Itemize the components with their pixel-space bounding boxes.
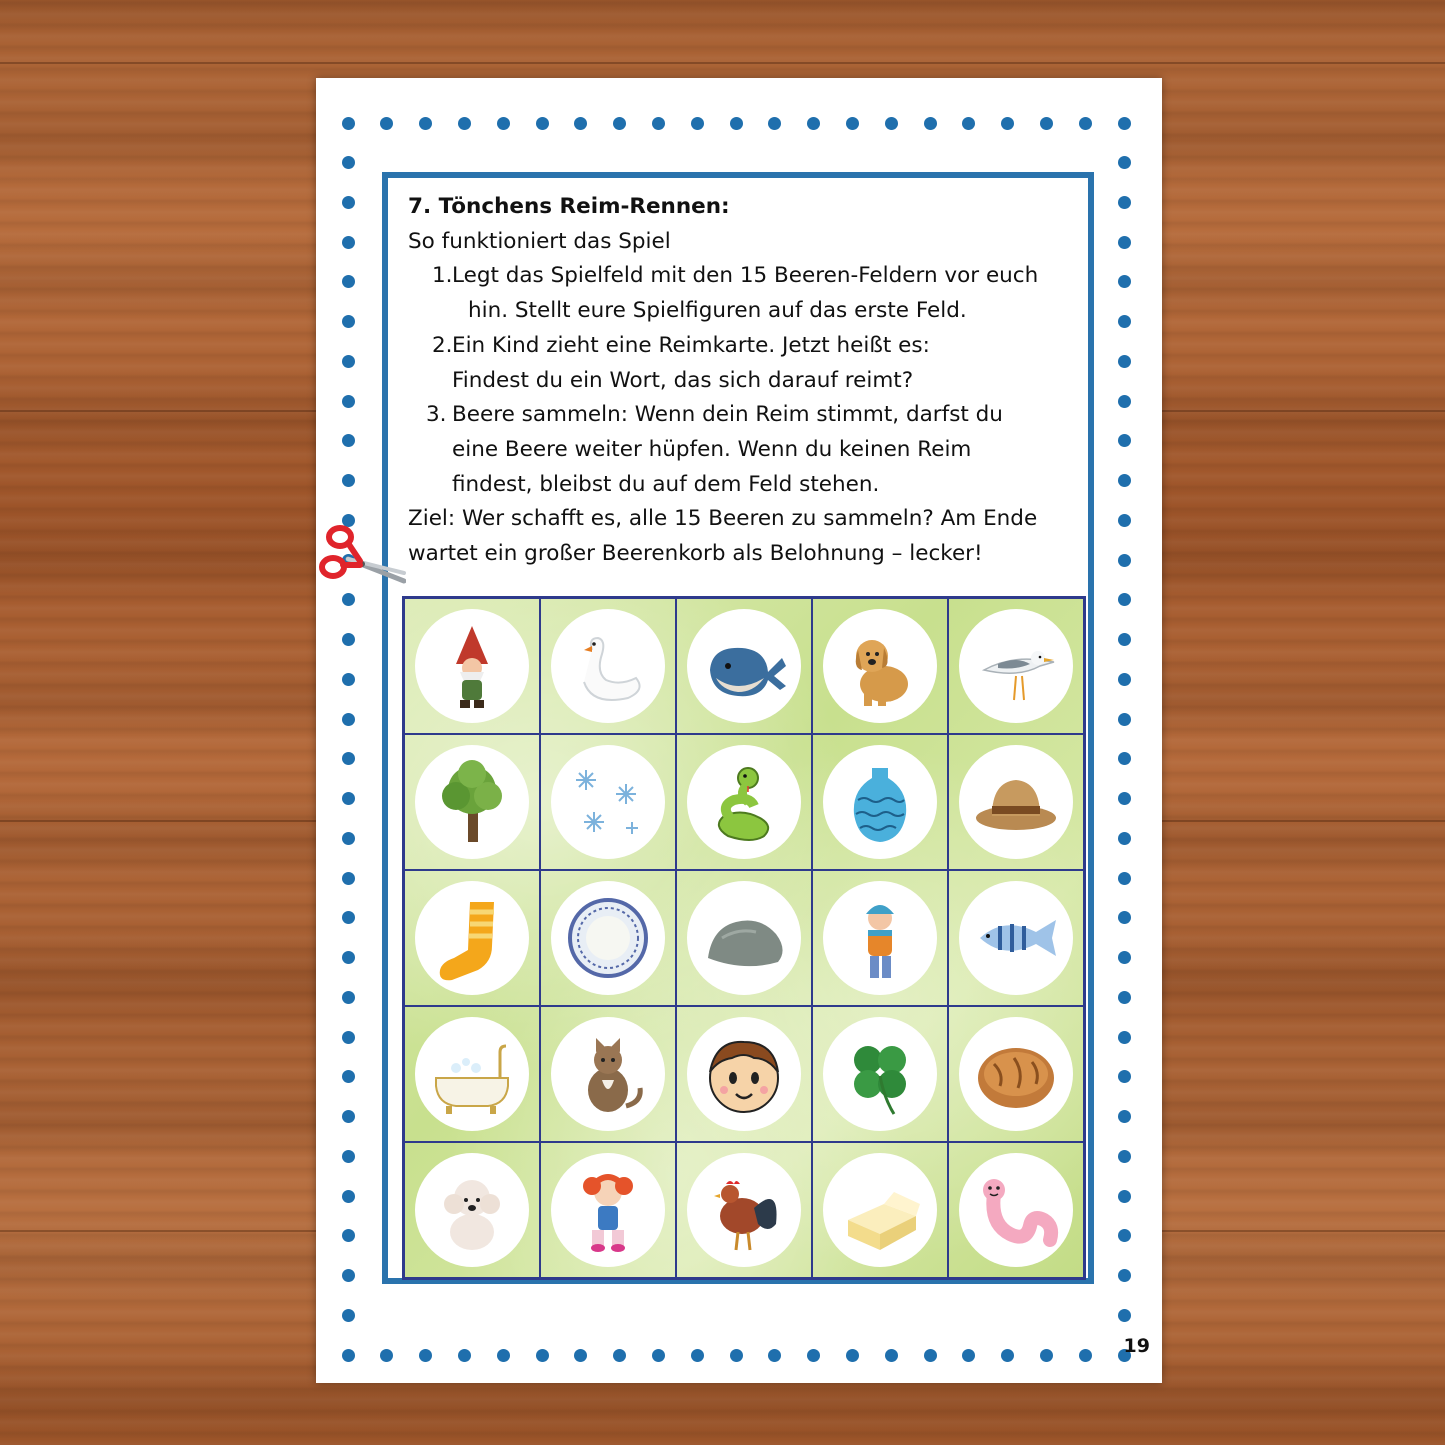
border-dot xyxy=(497,117,510,130)
border-dot xyxy=(342,951,355,964)
border-dot xyxy=(342,1031,355,1044)
board-cell xyxy=(404,734,540,870)
border-dot xyxy=(613,117,626,130)
border-dot xyxy=(342,1349,355,1362)
board-cell xyxy=(676,598,812,734)
board-cell xyxy=(404,598,540,734)
hat-icon xyxy=(970,756,1062,848)
border-dot xyxy=(574,1349,587,1362)
picture-card xyxy=(823,881,937,995)
board-cell xyxy=(812,598,948,734)
step-number: 1. xyxy=(432,263,453,289)
picture-card xyxy=(415,1017,529,1131)
board-cell xyxy=(540,870,676,1006)
border-dot xyxy=(1118,832,1131,845)
border-dot xyxy=(768,117,781,130)
border-dot xyxy=(1040,117,1053,130)
picture-card xyxy=(687,1153,801,1267)
border-dot xyxy=(342,1070,355,1083)
cat-icon xyxy=(562,1028,654,1120)
picture-card xyxy=(823,1017,937,1131)
step-line: Ein Kind zieht eine Reimkarte. Jetzt heißt es: xyxy=(452,332,930,358)
border-dot xyxy=(1118,1190,1131,1203)
border-dot xyxy=(342,156,355,169)
board-cell xyxy=(676,870,812,1006)
picture-card xyxy=(959,881,1073,995)
picture-card xyxy=(415,609,529,723)
border-dot xyxy=(1118,633,1131,646)
board-cell xyxy=(540,1142,676,1278)
board-cell xyxy=(812,734,948,870)
border-dot xyxy=(1118,1309,1131,1322)
dog-icon xyxy=(834,620,926,712)
boy-face-icon xyxy=(698,1028,790,1120)
board-cell xyxy=(404,1142,540,1278)
board-cell xyxy=(812,1006,948,1142)
picture-card xyxy=(687,881,801,995)
board-cell xyxy=(948,734,1084,870)
border-dot xyxy=(1001,1349,1014,1362)
border-dot xyxy=(652,117,665,130)
wood-grain xyxy=(0,62,1445,64)
border-dot xyxy=(574,117,587,130)
border-dot xyxy=(1118,275,1131,288)
border-dot xyxy=(342,633,355,646)
border-dot xyxy=(342,1110,355,1123)
step-line: findest, bleibst du auf dem Feld stehen. xyxy=(452,471,880,497)
border-dot xyxy=(1079,1349,1092,1362)
game-card-frame xyxy=(382,172,1094,1284)
border-dot xyxy=(342,911,355,924)
border-dot xyxy=(342,713,355,726)
border-dot xyxy=(1118,395,1131,408)
border-dot xyxy=(613,1349,626,1362)
border-dot xyxy=(1118,991,1131,1004)
step-line: eine Beere weiter hüpfen. Wenn du keinen Reim xyxy=(452,436,972,462)
border-dot xyxy=(1118,434,1131,447)
picture-card xyxy=(823,745,937,859)
border-dot xyxy=(1118,792,1131,805)
border-dot xyxy=(342,593,355,606)
seagull-icon xyxy=(970,620,1062,712)
step-line: hin. Stellt eure Spielfiguren auf das erste Feld. xyxy=(468,298,967,324)
board-cell xyxy=(948,870,1084,1006)
picture-card xyxy=(415,1153,529,1267)
game-board xyxy=(402,596,1086,1280)
border-dot xyxy=(652,1349,665,1362)
snowflakes-icon xyxy=(562,756,654,848)
border-dot xyxy=(342,196,355,209)
border-dot xyxy=(419,1349,432,1362)
picture-card xyxy=(959,1153,1073,1267)
bread-icon xyxy=(970,1028,1062,1120)
border-dot xyxy=(1118,872,1131,885)
border-dot xyxy=(807,117,820,130)
border-dot xyxy=(342,832,355,845)
board-cell xyxy=(812,1142,948,1278)
board-cell xyxy=(404,870,540,1006)
sock-icon xyxy=(426,892,518,984)
picture-card xyxy=(551,881,665,995)
picture-card xyxy=(959,1017,1073,1131)
border-dot xyxy=(342,117,355,130)
border-dot xyxy=(1118,474,1131,487)
border-dot xyxy=(1118,713,1131,726)
border-dot xyxy=(536,1349,549,1362)
border-dot xyxy=(458,117,471,130)
border-dot xyxy=(1001,117,1014,130)
border-dot xyxy=(342,236,355,249)
picture-card xyxy=(959,609,1073,723)
boy-winter-icon xyxy=(834,892,926,984)
border-dot xyxy=(342,355,355,368)
tree-icon xyxy=(426,756,518,848)
border-dot xyxy=(342,752,355,765)
border-dot xyxy=(924,117,937,130)
board-cell xyxy=(540,734,676,870)
board-cell xyxy=(948,1006,1084,1142)
snake-icon xyxy=(698,756,790,848)
border-dot xyxy=(1118,315,1131,328)
border-dot xyxy=(1118,752,1131,765)
intro-text: So funktioniert das Spiel xyxy=(408,228,671,254)
picture-card xyxy=(823,609,937,723)
board-cell xyxy=(676,1142,812,1278)
step-number: 2. xyxy=(432,332,453,358)
butter-icon xyxy=(834,1164,926,1256)
border-dot xyxy=(1118,236,1131,249)
border-dot xyxy=(730,1349,743,1362)
border-dot xyxy=(1118,1229,1131,1242)
worm-icon xyxy=(970,1164,1062,1256)
step-line: Beere sammeln: Wenn dein Reim stimmt, darfst du xyxy=(452,402,1003,428)
fish-icon xyxy=(970,892,1062,984)
border-dot xyxy=(1118,514,1131,527)
border-dot xyxy=(1118,911,1131,924)
picture-card xyxy=(551,1017,665,1131)
border-dot xyxy=(1118,1150,1131,1163)
plate-icon xyxy=(562,892,654,984)
picture-card xyxy=(823,1153,937,1267)
border-dot xyxy=(1118,355,1131,368)
vase-icon xyxy=(834,756,926,848)
border-dot xyxy=(342,673,355,686)
gnome-icon xyxy=(426,620,518,712)
border-dot xyxy=(1118,117,1131,130)
instructions xyxy=(408,190,1078,572)
border-dot xyxy=(1118,1269,1131,1282)
clover-icon xyxy=(834,1028,926,1120)
board-cell xyxy=(540,1006,676,1142)
border-dot xyxy=(1118,554,1131,567)
picture-card xyxy=(551,1153,665,1267)
step-2 xyxy=(408,329,1078,398)
border-dot xyxy=(1118,156,1131,169)
border-dot xyxy=(1118,1070,1131,1083)
border-dot xyxy=(1118,951,1131,964)
border-dot xyxy=(536,117,549,130)
border-dot xyxy=(342,1269,355,1282)
whale-icon xyxy=(698,620,790,712)
border-dot xyxy=(885,117,898,130)
border-dot xyxy=(380,1349,393,1362)
border-dot xyxy=(962,117,975,130)
border-dot xyxy=(342,1309,355,1322)
step-line: Legt das Spielfeld mit den 15 Beeren-Feldern vor euch xyxy=(452,263,1039,289)
picture-card xyxy=(551,745,665,859)
border-dot xyxy=(497,1349,510,1362)
doll-icon xyxy=(562,1164,654,1256)
border-dot xyxy=(342,315,355,328)
board-cell xyxy=(948,598,1084,734)
border-dot xyxy=(768,1349,781,1362)
border-dot xyxy=(962,1349,975,1362)
border-dot xyxy=(342,275,355,288)
picture-card xyxy=(687,745,801,859)
stone-icon xyxy=(698,892,790,984)
border-dot xyxy=(846,117,859,130)
border-dot xyxy=(419,117,432,130)
border-dot xyxy=(342,1229,355,1242)
border-dot xyxy=(1118,1031,1131,1044)
step-line: Findest du ein Wort, das sich darauf reimt? xyxy=(452,367,914,393)
border-dot xyxy=(1118,196,1131,209)
board-cell xyxy=(676,734,812,870)
picture-card xyxy=(687,609,801,723)
board-cell xyxy=(812,870,948,1006)
picture-card xyxy=(415,745,529,859)
step-3 xyxy=(408,398,1078,502)
border-dot xyxy=(846,1349,859,1362)
border-dot xyxy=(342,434,355,447)
border-dot xyxy=(1118,1110,1131,1123)
worksheet-page xyxy=(316,78,1162,1383)
border-dot xyxy=(458,1349,471,1362)
board-cell xyxy=(948,1142,1084,1278)
poodle-icon xyxy=(426,1164,518,1256)
border-dot xyxy=(1118,673,1131,686)
border-dot xyxy=(1118,593,1131,606)
border-dot xyxy=(342,395,355,408)
step-number: 3. xyxy=(426,402,447,428)
border-dot xyxy=(342,474,355,487)
border-dot xyxy=(342,1150,355,1163)
swan-icon xyxy=(562,620,654,712)
border-dot xyxy=(885,1349,898,1362)
border-dot xyxy=(691,117,704,130)
bathtub-icon xyxy=(426,1028,518,1120)
picture-card xyxy=(415,881,529,995)
board-cell xyxy=(404,1006,540,1142)
board-cell xyxy=(540,598,676,734)
picture-card xyxy=(551,609,665,723)
border-dot xyxy=(342,1190,355,1203)
border-dot xyxy=(1079,117,1092,130)
border-dot xyxy=(730,117,743,130)
game-title: 7. Tönchens Reim-Rennen: xyxy=(408,194,730,219)
page-number: 19 xyxy=(1123,1335,1150,1357)
scissors-icon xyxy=(318,523,406,589)
border-dot xyxy=(691,1349,704,1362)
border-dot xyxy=(342,872,355,885)
picture-card xyxy=(687,1017,801,1131)
rooster-icon xyxy=(698,1164,790,1256)
board-cell xyxy=(676,1006,812,1142)
border-dot xyxy=(1040,1349,1053,1362)
picture-card xyxy=(959,745,1073,859)
goal-text: Ziel: Wer schafft es, alle 15 Beeren zu sammeln? Am Ende xyxy=(408,506,1038,532)
border-dot xyxy=(380,117,393,130)
border-dot xyxy=(924,1349,937,1362)
border-dot xyxy=(342,991,355,1004)
step-1 xyxy=(408,259,1078,328)
goal-text: wartet ein großer Beerenkorb als Belohnung – lecker! xyxy=(408,541,983,567)
border-dot xyxy=(807,1349,820,1362)
border-dot xyxy=(342,792,355,805)
